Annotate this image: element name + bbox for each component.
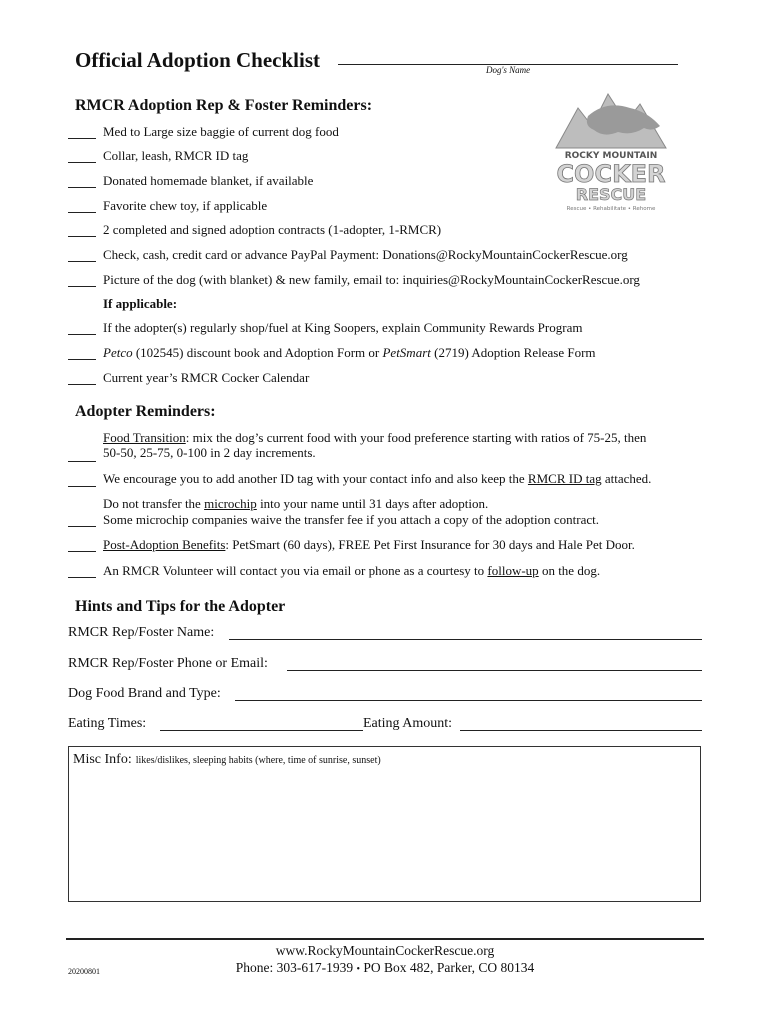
checkbox-blank[interactable] xyxy=(68,138,96,139)
adopter-item-benefits xyxy=(103,537,635,552)
hints-heading: Hints and Tips for the Adopter xyxy=(75,598,286,615)
logo-line1: ROCKY MOUNTAIN xyxy=(564,151,658,161)
logo-line3: RESCUE xyxy=(575,185,647,204)
adopter-item-microchip-line2: Some microchip companies waive the transfer fee if you attach a copy of the adoption contract. xyxy=(103,512,599,527)
food-brand-label: Dog Food Brand and Type: xyxy=(68,686,221,701)
adopter-item-microchip xyxy=(103,496,488,511)
checkbox-blank[interactable] xyxy=(68,236,96,237)
checkbox-blank[interactable] xyxy=(68,577,96,578)
checkbox-blank[interactable] xyxy=(68,187,96,188)
checkbox-blank[interactable] xyxy=(68,286,96,287)
checkbox-blank[interactable] xyxy=(68,334,96,335)
volunteer-text1: An RMCR Volunteer will contact you via email or phone as a courtesy to xyxy=(103,563,488,578)
food-transition-label: Food Transition xyxy=(103,430,186,445)
adopter-heading: Adopter Reminders: xyxy=(75,403,216,420)
checkbox-blank[interactable] xyxy=(68,261,96,262)
checkbox-blank[interactable] xyxy=(68,384,96,385)
checkbox-blank[interactable] xyxy=(68,461,96,462)
chip-text2: into your name until 31 days after adoption. xyxy=(256,496,489,511)
checkbox-blank[interactable] xyxy=(68,486,96,487)
eating-times-field[interactable] xyxy=(160,730,363,731)
petsmart-text: (2719) Adoption Release Form xyxy=(430,345,596,360)
petco-text: (102545) discount book and Adoption Form or xyxy=(132,345,383,360)
checkbox-blank[interactable] xyxy=(68,162,96,163)
adopter-item-idtag xyxy=(103,471,651,486)
idtag-text1: We encourage you to add another ID tag with your contact info and also keep the xyxy=(103,471,528,486)
petsmart-name: PetSmart xyxy=(382,345,431,360)
bullet-icon: • xyxy=(356,964,361,975)
date-code: 20200801 xyxy=(68,967,100,976)
adopter-item-volunteer xyxy=(103,563,600,578)
misc-info-label-row xyxy=(73,750,381,768)
misc-info-box[interactable] xyxy=(68,746,701,902)
reminders-heading: RMCR Adoption Rep & Foster Reminders: xyxy=(75,97,373,114)
checkbox-blank[interactable] xyxy=(68,359,96,360)
eating-amount-label: Eating Amount: xyxy=(363,716,453,731)
if-applicable-label: If applicable: xyxy=(103,296,178,311)
footer-phone: Phone: 303-617-1939 xyxy=(235,960,354,975)
follow-up-link: follow-up xyxy=(487,563,539,578)
idtag-text2: attached. xyxy=(601,471,652,486)
microchip-link: microchip xyxy=(204,496,257,511)
rep-contact-field[interactable] xyxy=(287,670,702,671)
checklist-item: Donated homemade blanket, if available xyxy=(103,173,314,188)
page-title: Official Adoption Checklist xyxy=(75,48,321,72)
eating-times-label: Eating Times: xyxy=(68,716,147,731)
misc-info-label: Misc Info: xyxy=(73,752,132,767)
benefits-text: : PetSmart (60 days), FREE Pet First Insurance for 30 days and Hale Pet Door. xyxy=(225,537,635,552)
checklist-item: Favorite chew toy, if applicable xyxy=(103,198,268,213)
food-brand-field[interactable] xyxy=(235,700,702,701)
checkbox-blank[interactable] xyxy=(68,526,96,527)
volunteer-text2: on the dog. xyxy=(538,563,601,578)
checkbox-blank[interactable] xyxy=(68,551,96,552)
checklist-item: 2 completed and signed adoption contracts (1-adopter, 1-RMCR) xyxy=(103,222,442,237)
checkbox-blank[interactable] xyxy=(68,212,96,213)
checklist-item: Current year’s RMCR Cocker Calendar xyxy=(103,370,310,385)
checklist-item: Med to Large size baggie of current dog food xyxy=(103,124,339,139)
rmcr-id-tag-link: RMCR ID tag xyxy=(527,471,602,486)
footer-address: PO Box 482, Parker, CO 80134 xyxy=(363,960,535,975)
checklist-item: Picture of the dog (with blanket) & new family, email to: inquiries@RockyMountainCockerRescue.org xyxy=(103,272,640,287)
adopter-item-food-line2: 50-50, 25-75, 0-100 in 2 day increments. xyxy=(103,445,316,460)
rep-contact-label: RMCR Rep/Foster Phone or Email: xyxy=(68,656,268,671)
dog-name-label: Dog's Name xyxy=(486,65,531,75)
footer-divider xyxy=(66,938,704,940)
misc-info-hint: likes/dislikes, sleeping habits (where, time of sunrise, sunset) xyxy=(135,755,381,766)
adopter-item-food xyxy=(103,430,646,445)
checklist-item: If the adopter(s) regularly shop/fuel at King Soopers, explain Community Rewards Program xyxy=(103,320,583,335)
food-transition-text: : mix the dog’s current food with your food preference starting with ratios of 75-25, then xyxy=(185,430,647,445)
footer-contact xyxy=(150,960,620,976)
rep-name-label: RMCR Rep/Foster Name: xyxy=(68,625,215,640)
checklist-item-petco xyxy=(103,345,596,360)
benefits-label: Post-Adoption Benefits xyxy=(103,537,226,552)
rmcr-logo xyxy=(548,86,674,214)
eating-amount-field[interactable] xyxy=(460,730,702,731)
chip-text1: Do not transfer the xyxy=(103,496,205,511)
rep-name-field[interactable] xyxy=(229,639,702,640)
checklist-item: Collar, leash, RMCR ID tag xyxy=(103,148,249,163)
logo-tagline: Rescue • Rehabilitate • Rehome xyxy=(566,206,656,212)
logo-line2: COCKER xyxy=(556,160,666,188)
petco-name: Petco xyxy=(103,345,133,360)
checklist-item: Check, cash, credit card or advance PayPal Payment: Donations@RockyMountainCockerRescue.org xyxy=(103,247,628,262)
footer-website: www.RockyMountainCockerRescue.org xyxy=(275,943,495,958)
